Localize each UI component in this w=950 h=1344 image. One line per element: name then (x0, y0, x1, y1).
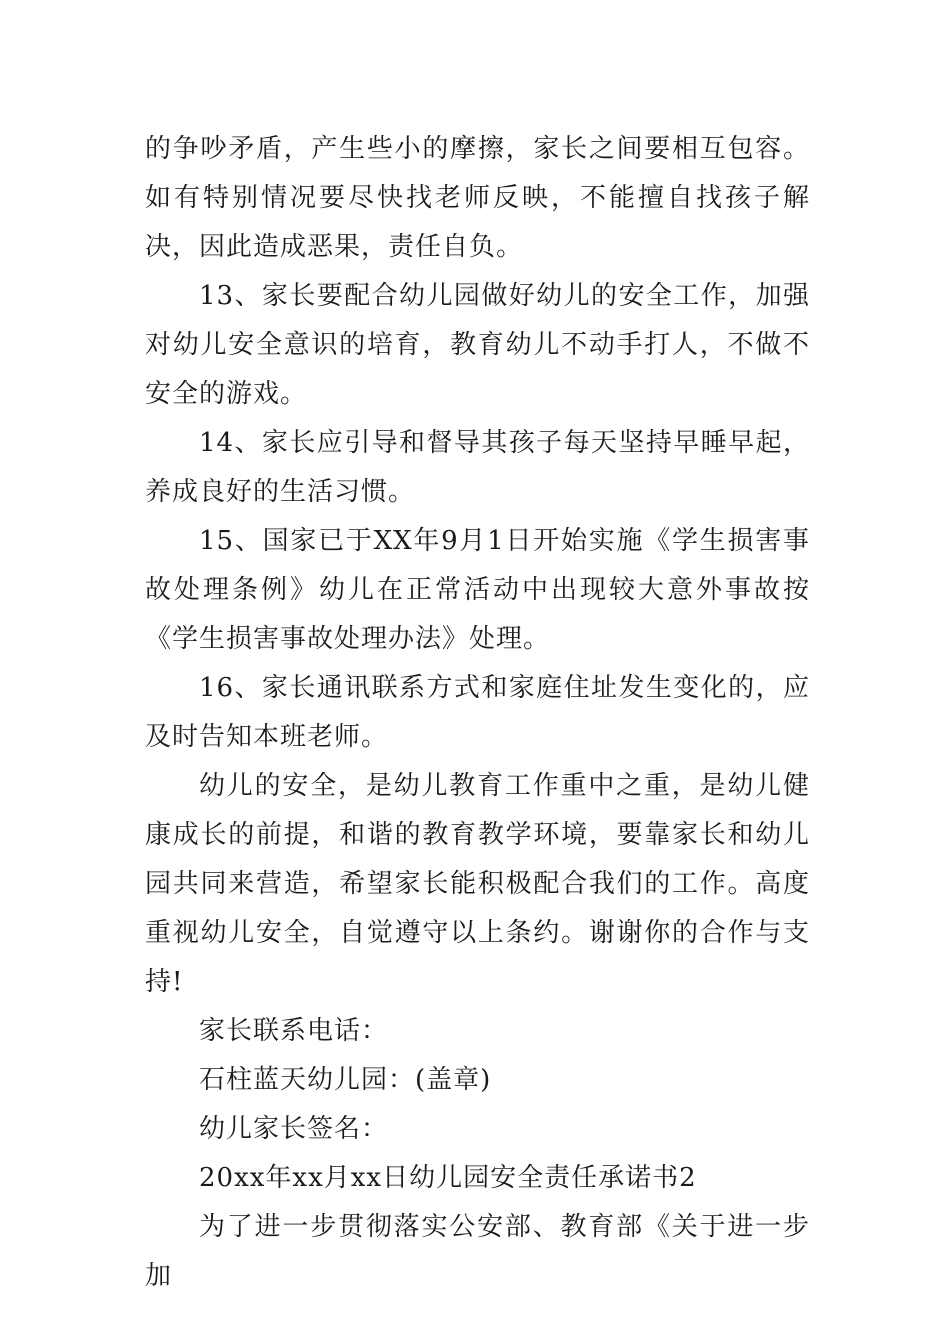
paragraph-closing: 幼儿的安全，是幼儿教育工作重中之重，是幼儿健康成长的前提，和谐的教育教学环境，要靠家长和幼儿园共同来营造，希望家长能积极配合我们的工作。高度重视幼儿安全，自觉遵守以上条约。谢谢你的合作与支持! (145, 771, 810, 997)
paragraph-item-15: 15、国家已于XX年9月1日开始实施《学生损害事故处理条例》幼儿在正常活动中出现较大意外事故按《学生损害事故处理办法》处理。 (145, 526, 810, 654)
parent-phone-label: 家长联系电话： (199, 1016, 389, 1046)
paragraph-1: 的争吵矛盾，产生些小的摩擦，家长之间要相互包容。如有特别情况要尽快找老师反映，不能擅自找孩子解决，因此造成恶果，责任自负。 (145, 134, 810, 262)
kindergarten-seal-label: 石柱蓝天幼儿园：(盖章) (199, 1065, 492, 1095)
paragraph-item-16: 16、家长通讯联系方式和家庭住址发生变化的，应及时告知本班老师。 (145, 673, 810, 752)
paragraph-item-14: 14、家长应引导和督导其孩子每天坚持早睡早起，养成良好的生活习惯。 (145, 428, 810, 507)
paragraph-intro-2: 为了进一步贯彻落实公安部、教育部《关于进一步加 (145, 1212, 810, 1291)
date-and-section-title: 20xx年xx月xx日幼儿园安全责任承诺书2 (199, 1163, 697, 1193)
parent-signature-label: 幼儿家长签名： (199, 1114, 389, 1144)
paragraph-item-13: 13、家长要配合幼儿园做好幼儿的安全工作，加强对幼儿安全意识的培育，教育幼儿不动手打人，不做不安全的游戏。 (145, 281, 810, 409)
document-body (145, 125, 810, 1301)
